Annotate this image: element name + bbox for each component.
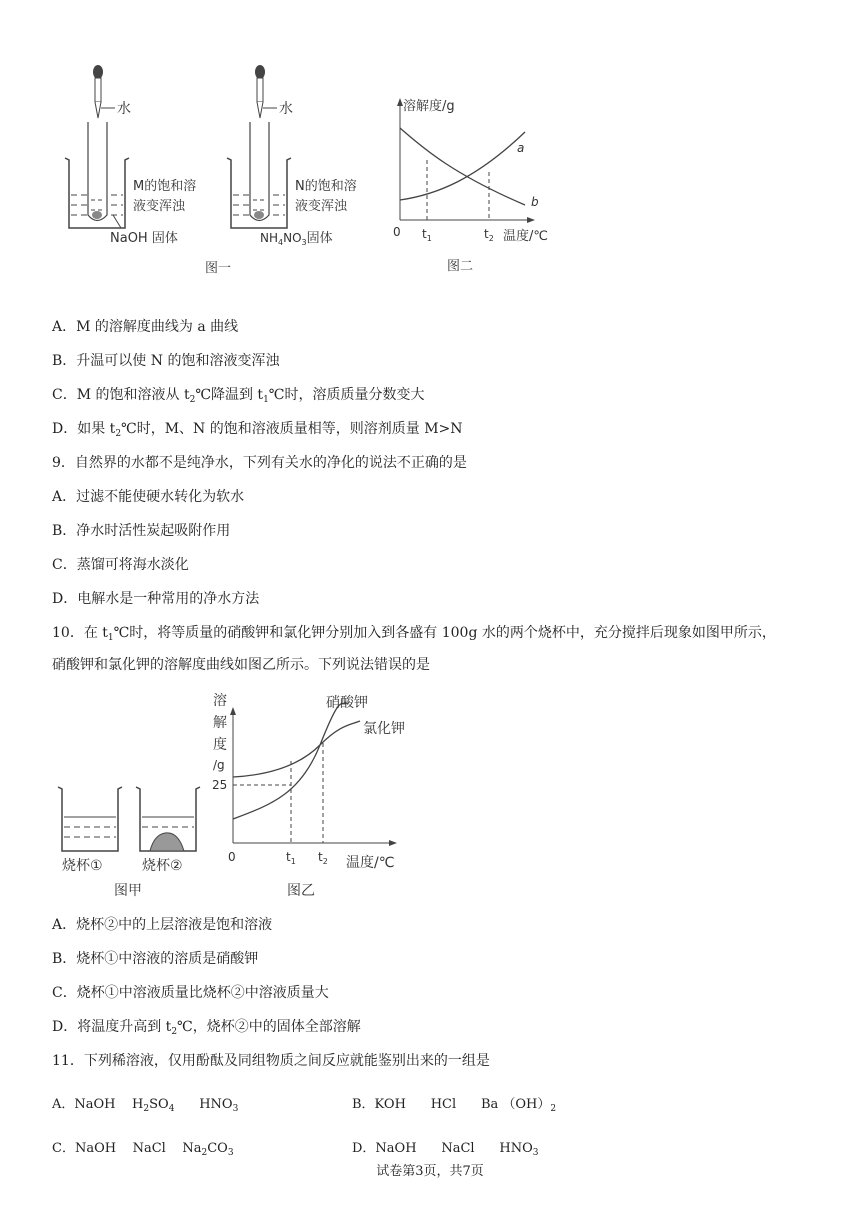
q8-option-a: A．M 的溶解度曲线为 a 曲线 (52, 319, 239, 335)
svg-text:水: 水 (279, 101, 293, 117)
q9-option-d: D．电解水是一种常用的净水方法 (52, 591, 260, 607)
svg-text:图二: 图二 (447, 259, 474, 274)
curve-b (400, 128, 525, 205)
svg-text:t1: $t_1$ (422, 227, 432, 243)
q9-stem: 9．自然界的水都不是纯净水，下列有关水的净化的说法不正确的是 (52, 455, 467, 471)
svg-text:度: 度 (213, 737, 227, 753)
q11-stem: 11．下列稀溶液，仅用酚酞及同组物质之间反应就能鉴别出来的一组是 (52, 1053, 490, 1069)
figure-2 (50, 685, 410, 900)
q8-option-b: B．升温可以使 N 的饱和溶液变浑浊 (52, 353, 280, 369)
svg-text:温度/℃: 温度/℃ (503, 229, 548, 244)
svg-text:0: 0 (228, 850, 236, 864)
q9-option-b: B．净水时活性炭起吸附作用 (52, 523, 231, 539)
curve-a (400, 132, 525, 200)
beaker-left (65, 122, 129, 228)
svg-text:t2: $t_2$ (484, 227, 494, 243)
q8-option-c: C．M 的饱和溶液从 $t_2℃$降温到 $t_1℃$时，溶质质量分数变大 (52, 387, 425, 405)
q11-option-a: A．NaOH $H_2SO_4$ $HNO_3$ (52, 1097, 239, 1114)
svg-text:解: 解 (213, 715, 227, 731)
svg-text:图乙: 图乙 (287, 883, 315, 899)
svg-text:b: b (531, 195, 539, 209)
svg-text:N的饱和溶: N的饱和溶 (295, 179, 357, 194)
svg-text:溶: 溶 (213, 693, 227, 709)
beaker-1 (58, 787, 122, 851)
curve-kcl (233, 721, 360, 777)
q11-option-c: C．NaOH NaCl $Na_2CO_3$ (52, 1141, 234, 1158)
q10-option-a: A．烧杯②中的上层溶液是饱和溶液 (52, 917, 273, 933)
svg-text:硝酸钾: 硝酸钾 (326, 695, 368, 711)
figure-1 (55, 60, 548, 285)
beaker-2 (136, 787, 200, 851)
svg-text:氯化钾: 氯化钾 (363, 721, 405, 737)
svg-text:t2: $t_2$ (318, 850, 328, 866)
solubility-graph-1 (397, 98, 535, 223)
q10-stem-line2: 硝酸钾和氯化钾的溶解度曲线如图乙所示。下列说法错误的是 (52, 657, 430, 673)
svg-text:图一: 图一 (205, 261, 232, 276)
svg-text:t1: $t_1$ (286, 850, 296, 866)
svg-text:液变浑浊: 液变浑浊 (295, 199, 348, 214)
beaker-right (227, 122, 291, 228)
q10-option-b: B．烧杯①中溶液的溶质是硝酸钾 (52, 951, 259, 967)
svg-text:温度/℃: 温度/℃ (346, 855, 395, 871)
q10-stem-line1: 10．在 $t_1℃$时，将等质量的硝酸钾和氯化钾分别加入到各盛有 100g 水的两个烧杯中，充分搅拌后现象如图甲所示， (52, 625, 776, 643)
svg-text:烧杯①: 烧杯① (62, 858, 103, 874)
q10-option-c: C．烧杯①中溶液质量比烧杯②中溶液质量大 (52, 985, 329, 1001)
svg-text:/g: /g (213, 758, 225, 772)
dropper-icon (255, 65, 277, 118)
dropper-icon (93, 65, 115, 118)
svg-text:25: 25 (212, 778, 228, 792)
page-footer: 试卷第3页，共7页 (376, 1164, 484, 1179)
svg-text:液变浑浊: 液变浑浊 (133, 199, 186, 214)
svg-text:图甲: 图甲 (114, 883, 142, 899)
svg-text:NH4NO3固体: $NH_4NO_3$固体 (260, 231, 333, 247)
q9-option-a: A．过滤不能使硬水转化为软水 (52, 489, 245, 505)
svg-text:M的饱和溶: M的饱和溶 (133, 179, 197, 194)
q10-option-d: D．将温度升高到 $t_2℃$，烧杯②中的固体全部溶解 (52, 1019, 361, 1037)
q9-option-c: C．蒸馏可将海水淡化 (52, 557, 189, 573)
svg-text:0: 0 (393, 225, 401, 239)
svg-text:NaOH 固体: NaOH 固体 (110, 231, 178, 246)
q11-option-b: B．KOH HCl Ba $(OH)_2$ (352, 1097, 557, 1114)
q8-option-d: D．如果 $t_2℃$时，M、N 的饱和溶液质量相等，则溶剂质量 M>N (52, 421, 463, 439)
water-label: 水 (117, 101, 131, 117)
svg-text:a: a (517, 141, 525, 155)
q11-option-d: D．NaOH NaCl $HNO_3$ (352, 1141, 539, 1158)
svg-text:烧杯②: 烧杯② (142, 858, 183, 874)
svg-text:溶解度/g: 溶解度/g (403, 99, 455, 114)
